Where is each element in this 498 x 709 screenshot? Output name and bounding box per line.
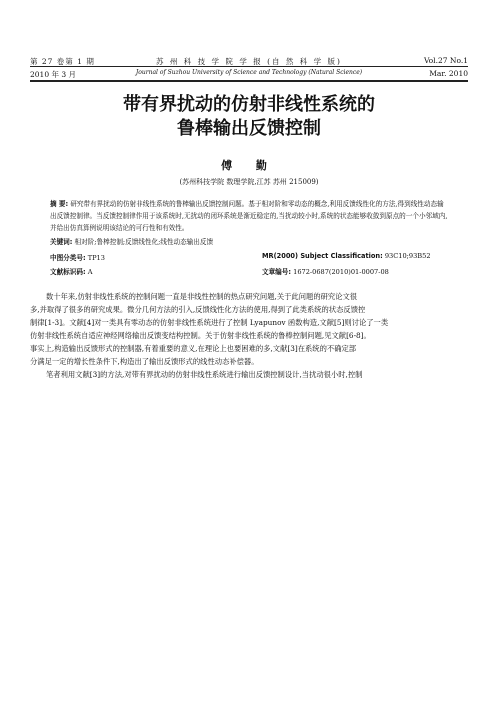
clc-number xyxy=(50,252,105,262)
header-rule-thick xyxy=(30,80,468,82)
mr-classification xyxy=(262,252,431,260)
intro-line: 事实上,构造输出反馈形式的控制器,有着重要的意义,在理论上也要困难的多,文献[3]在系统的不确定部 xyxy=(30,344,357,353)
date-cn: 2010 年 3 月 xyxy=(30,70,77,79)
doc-value: A xyxy=(87,268,93,276)
mr-label: MR(2000) Subject Classification: xyxy=(262,252,383,260)
article-number xyxy=(262,266,389,276)
intro-line: 分满足一定的增长性条件下,构造出了输出反馈形式的线性动态补偿器。 xyxy=(30,357,259,366)
mr-value: 93C10;93B52 xyxy=(384,252,431,260)
header-rule-thin xyxy=(30,66,468,67)
affiliation: (苏州科技学院 数理学院,江苏 苏州 215009) xyxy=(179,178,319,186)
abstract xyxy=(50,198,450,234)
paper-title-line2: 鲁棒输出反馈控制 xyxy=(177,118,321,139)
intro-line: 笔者利用文献[3]的方法,对带有界扰动的仿射非线性系统进行输出反馈控制设计,当扰动很小时,控制 xyxy=(46,370,363,379)
journal-name-cn: 苏 州 科 技 学 院 学 报 (自 然 科 学 版) xyxy=(156,57,342,66)
author-name: 傅 勤 xyxy=(221,159,277,172)
article-value: 1672-0687(2010)01-0007-08 xyxy=(293,268,389,276)
article-label: 文章编号: xyxy=(262,268,292,276)
intro-line: 多,并取得了很多的研究成果。微分几何方法的引入,反馈线性化方法的使用,得到了此类系统的状态反馈控 xyxy=(30,305,366,314)
volume-issue: 第 27 卷第 1 期 xyxy=(30,57,95,66)
intro-line: 仿射非线性系统自适应神经网络输出反馈变结构控制。关于仿射非线性系统的鲁棒控制问题,见文献[6-8]。 xyxy=(30,331,371,340)
volume-issue-en: Vol.27 No.1 xyxy=(423,56,468,65)
keywords-text: 相对阶;鲁棒控制;反馈线性化;线性动态输出反馈 xyxy=(74,238,214,246)
clc-label: 中图分类号: xyxy=(50,254,86,262)
intro-line: 数十年来,仿射非线性系统的控制问题一直是非线性控制的热点研究问题,关于此问题的研究论文很 xyxy=(46,292,358,301)
abstract-text: 研究带有界扰动的仿射非线性系统的鲁棒输出反馈控制问题。基于相对阶和零动态的概念,利用反馈线性化的方法,得到线性动态输出反馈控制律。当反馈控制律作用于该系统时,无扰动的闭环系统是渐近稳定的,当扰动较小时,系统的状态能够收敛到原点的一个小邻域内,并给出仿真算例说明该结论的可行性和有效性。 xyxy=(50,200,448,232)
doc-label: 文献标识码: xyxy=(50,268,86,276)
date-en: Mar. 2010 xyxy=(429,69,468,78)
intro-line: 制律[1-3]。文献[4]对一类具有零动态的仿射非线性系统进行了控制 Lyapunov 函数构造,文献[5]则讨论了一类 xyxy=(30,318,389,327)
paper-title-line1: 带有界扰动的仿射非线性系统的 xyxy=(123,94,375,115)
abstract-label: 摘 要: xyxy=(50,200,69,208)
document-code xyxy=(50,266,92,276)
clc-value: TP13 xyxy=(87,254,105,262)
keywords-label: 关键词: xyxy=(50,238,73,246)
journal-name-en: Journal of Suzhou University of Science and Technology (Natural Science) xyxy=(135,69,363,76)
keywords xyxy=(50,236,450,248)
